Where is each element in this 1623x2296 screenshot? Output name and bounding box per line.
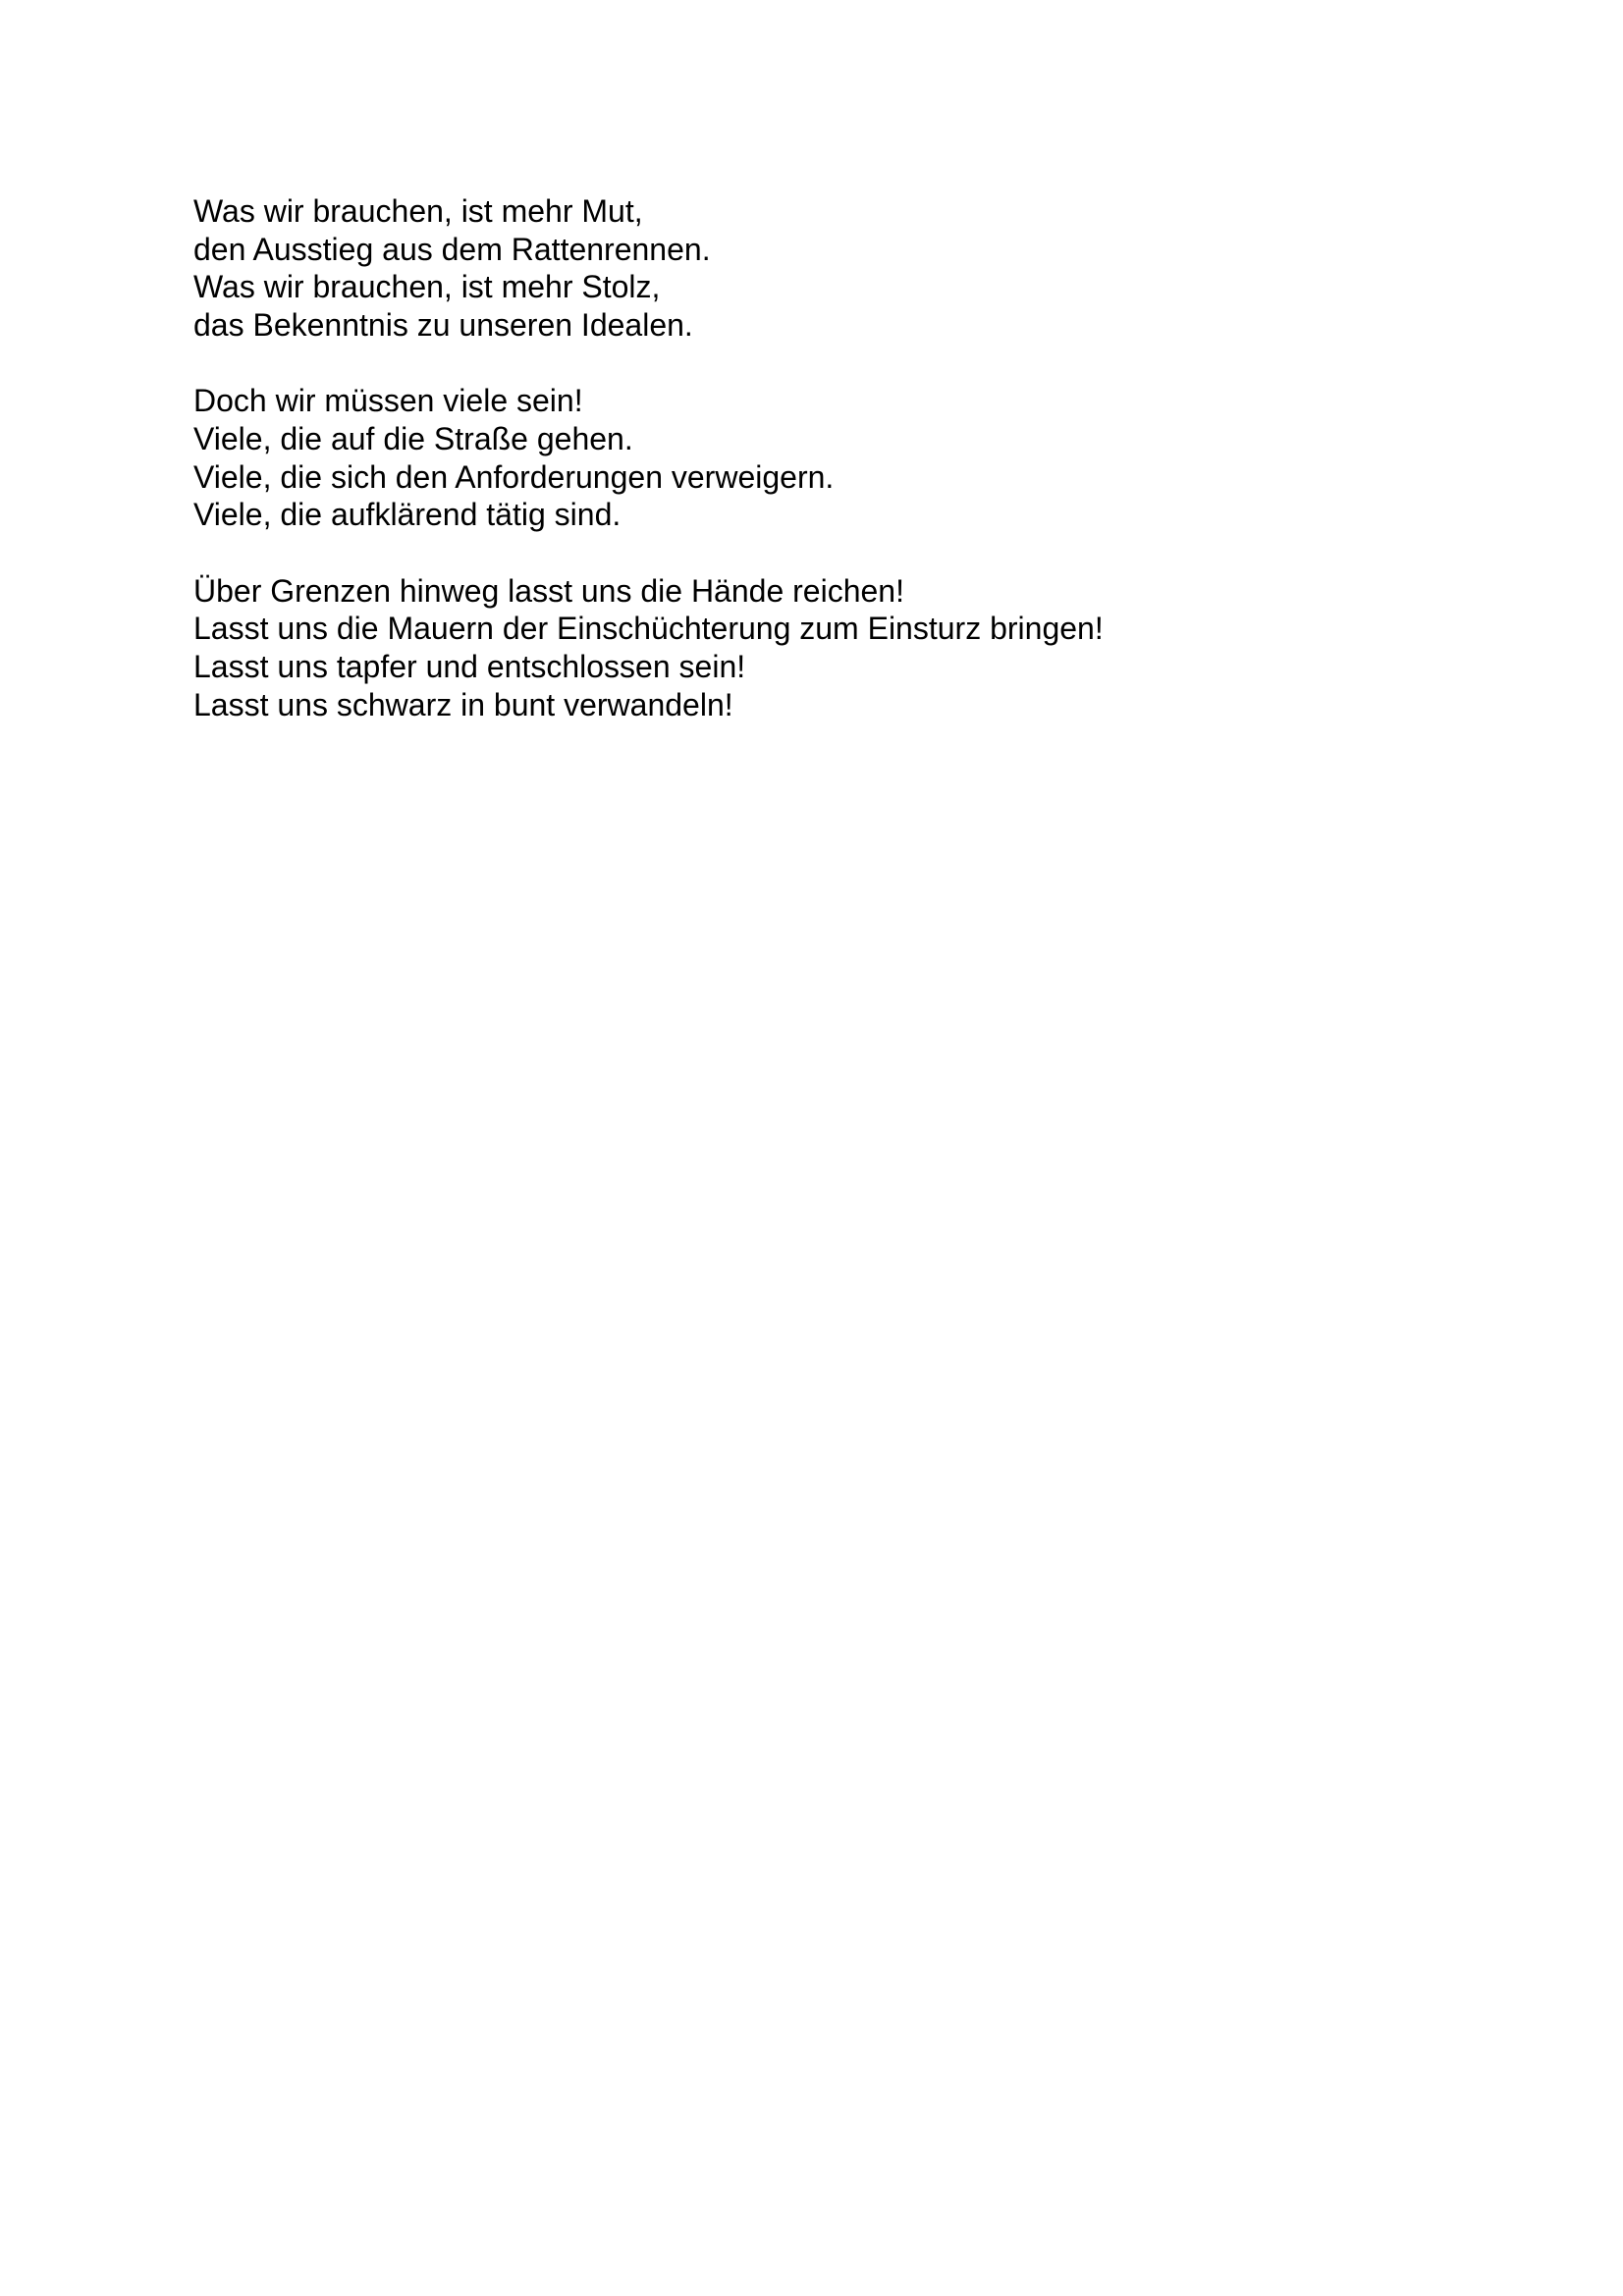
poem-line: Viele, die auf die Straße gehen.	[193, 420, 633, 456]
poem-text	[193, 192, 1470, 762]
poem-line: Was wir brauchen, ist mehr Stolz,	[193, 269, 661, 305]
poem-line: Lasst uns die Mauern der Einschüchterung zum Einsturz bringen!	[193, 611, 1104, 647]
poem-line: Lasst uns schwarz in bunt verwandeln!	[193, 686, 733, 722]
stanza-3	[193, 572, 1470, 723]
poem-line: Was wir brauchen, ist mehr Mut,	[193, 193, 643, 229]
stanza-1	[193, 192, 1470, 344]
poem-line: das Bekenntnis zu unseren Idealen.	[193, 306, 693, 343]
poem-line: Doch wir müssen viele sein!	[193, 383, 583, 419]
poem-line: Lasst uns tapfer und entschlossen sein!	[193, 648, 746, 684]
poem-line: den Ausstieg aus dem Rattenrennen.	[193, 231, 711, 267]
poem-line: Über Grenzen hinweg lasst uns die Hände reichen!	[193, 572, 904, 609]
poem-line: Viele, die sich den Anforderungen verweigern.	[193, 458, 835, 495]
poem-line: Viele, die aufklärend tätig sind.	[193, 497, 622, 533]
stanza-2	[193, 382, 1470, 533]
